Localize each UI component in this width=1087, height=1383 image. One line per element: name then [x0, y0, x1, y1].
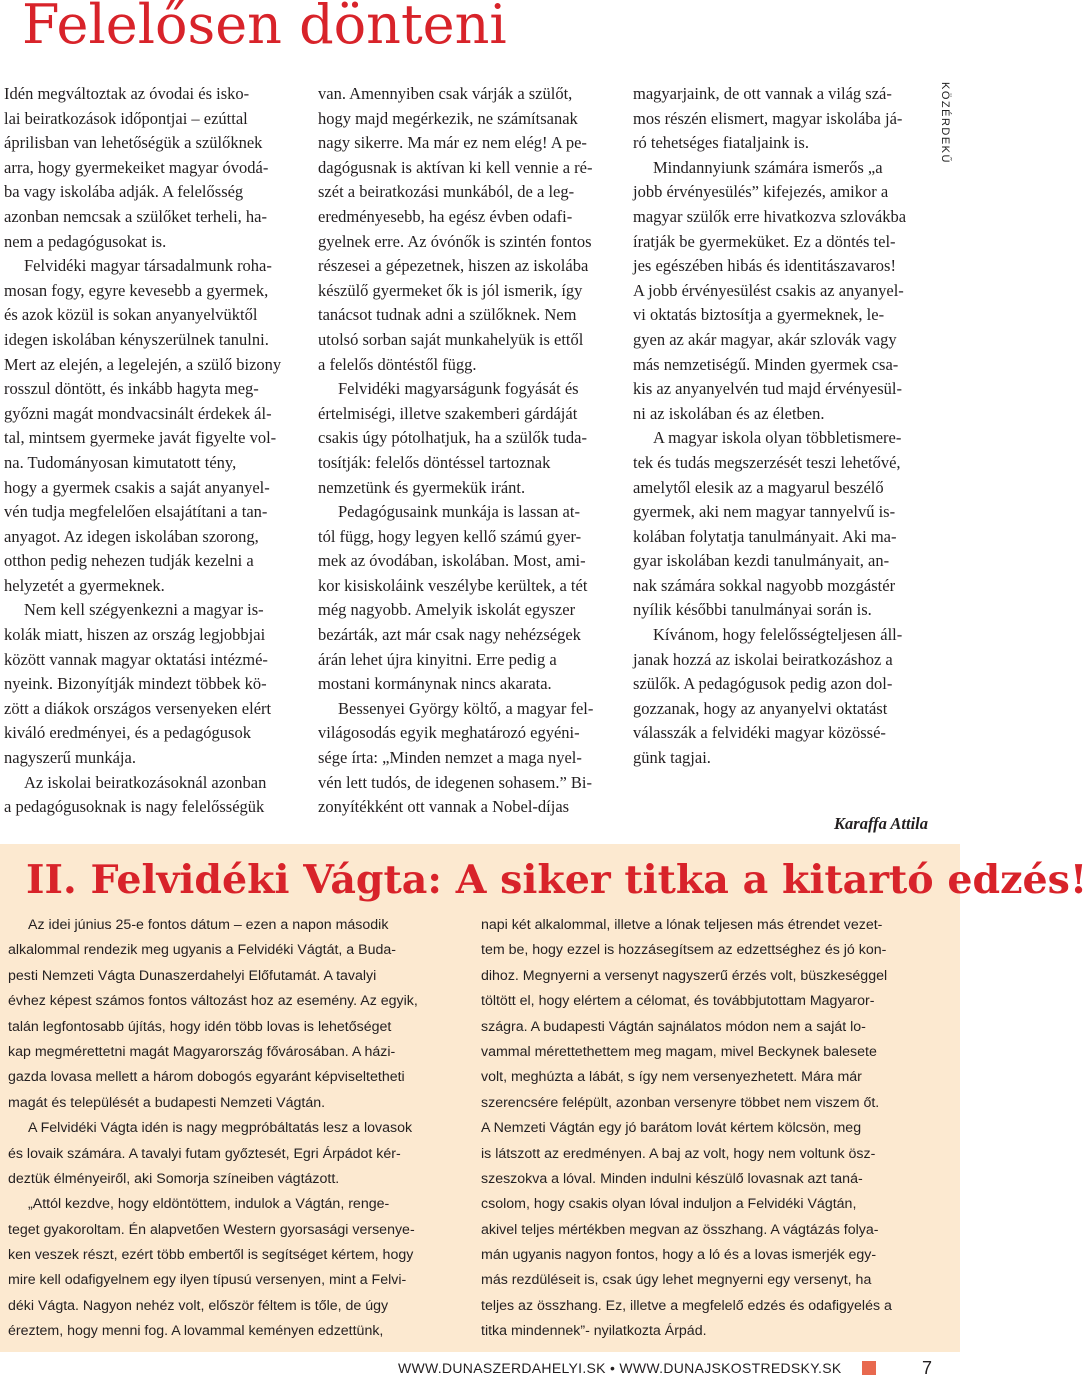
text-line: kolák miatt, hiszen az ország legjobbjai — [4, 625, 266, 645]
text-line: dihoz. Megnyerni a versenyt nagyszerű érzés volt, büszkeséggel — [481, 967, 888, 984]
text-line: Bessenyei György költő, a magyar fel- — [338, 698, 594, 718]
text-line: áprilisban van lehetőségük a szülőknek — [4, 133, 263, 153]
article-column-2 — [318, 82, 610, 820]
text-line: Mindannyiunk számára ismerős „a — [653, 157, 883, 177]
text-line: Idén megváltoztak az óvodai és isko- — [4, 84, 250, 103]
text-line: között vannak magyar oktatási intézmé- — [4, 649, 268, 669]
text-line: hogy majd megérkezik, ne számítsanak — [318, 108, 578, 128]
text-line: csolom, hogy csakis olyan lóval induljon a Felvidéki Vágtán, — [481, 1196, 857, 1213]
text-line: mek az óvodában, iskolában. Most, ami- — [318, 551, 586, 571]
text-line: Pedagógusaink munkája is lassan at- — [338, 502, 580, 522]
text-line: rosszul döntött, és inkább hagyta meg- — [4, 379, 259, 399]
text-line: titka mindennek”- nyilatkozta Árpád. — [481, 1323, 707, 1340]
text-line: napi két alkalommal, illetve a lónak teljesen más étrendet vezet- — [481, 917, 883, 933]
article-2-column-2 — [481, 913, 919, 1345]
text-line: árán lehet újra kinyitni. Erre pedig a — [318, 649, 557, 669]
text-line: akivel teljes mértékben megvan az összhang. A vágtázás folya- — [481, 1221, 879, 1238]
text-line: kap megmérettetni magát Magyarország fővárosában. A házi- — [8, 1043, 396, 1060]
text-line: A Nemzeti Vágtán egy jó barátom lovát kértem kölcsön, meg — [481, 1120, 862, 1137]
text-line: hogy a gyermek csakis a saját anyanyel- — [4, 477, 270, 497]
text-line: zött a diákok országos versenyeken elért — [4, 698, 272, 718]
text-line: tól függ, hogy legyen kellő számú gyer- — [318, 526, 582, 546]
text-line: szülők. A pedagógusok pedig azon dol- — [633, 674, 893, 694]
text-line: ken veszek részt, ezért több embertől is segítséget kértem, hogy — [8, 1247, 414, 1264]
text-line: zonyítékként ott vannak a Nobel-díjas — [318, 797, 570, 817]
text-line: szeszokva a lóval. Minden indulni készülő lovasnak azt taná- — [481, 1170, 863, 1187]
text-line: a felelős döntéstől függ. — [318, 354, 477, 374]
text-line: vammal mérettethettem meg magam, mivel Beckynek balesete — [481, 1043, 877, 1060]
text-line: nemzetünk és gyermekük iránt. — [318, 477, 526, 497]
text-line: helyzetét a gyermeknek. — [4, 575, 165, 595]
author-name: Karaffa Attila — [834, 814, 928, 833]
footer-website-urls[interactable]: WWW.DUNASZERDAHELYI.SK • WWW.DUNAJSKOSTREDSKY.SK — [398, 1360, 842, 1376]
text-line: bezárták, azt már csak nagy nehézségek — [318, 625, 581, 645]
text-line: A jobb érvényesülést csakis az anyanyel- — [633, 280, 904, 300]
text-line: és azok közül is sokan anyanyelvüktől — [4, 305, 258, 325]
text-line: szerencsére felépült, azonban versenyre többet nem viszem őt. — [481, 1094, 880, 1111]
text-line: más nemzetiségű. Minden gyermek csa- — [633, 354, 899, 374]
text-line: ba vagy iskolába adják. A felelősség — [4, 182, 244, 202]
text-line: vén lett tudós, de idegenen sohasem.” Bi- — [318, 772, 593, 792]
text-line: gyermek, aki nem magyar tannyelvű is- — [633, 502, 896, 522]
text-line: deztük élményeiről, aki Somorja színeiben vágtázott. — [8, 1170, 340, 1187]
text-line: vi oktatás biztosítja a gyermeknek, le- — [633, 305, 885, 325]
text-line: Mert az elején, a legelején, a szülő bizony — [4, 354, 282, 374]
text-line: Az iskolai beiratkozásoknál azonban — [24, 772, 267, 792]
text-line: más rezdüléseit is, csak úgy lehet megnyerni egy versenyt, ha — [481, 1272, 872, 1289]
text-line: dagógusnak is aktívan ki kell vennie a ré- — [318, 157, 593, 177]
text-line: készülő gyermeket ők is jól ismerik, így — [318, 280, 583, 300]
text-line: a pedagógusoknak is nagy felelősségük — [4, 797, 265, 817]
text-line: gozzanak, hogy az anyanyelvi oktatást — [633, 698, 888, 718]
text-line: csakis úgy pótolhatjuk, ha a szülők tuda- — [318, 428, 587, 448]
text-line: Kívánom, hogy felelősségteljesen áll- — [653, 625, 903, 645]
text-line: teljes az összhang. Ez, illetve a megfelelő edzés és odafigyelés a — [481, 1297, 892, 1314]
text-line: pesti Nemzeti Vágta Dunaszerdahelyi Előfutamát. A tavalyi — [8, 967, 377, 984]
text-line: magyarjaink, de ott vannak a világ szá- — [633, 84, 892, 103]
text-line: kor kisiskoláink veszélybe kerültek, a tét — [318, 575, 588, 595]
text-line: lai beiratkozások időpontjai – ezúttal — [4, 108, 248, 128]
text-line: szágra. A budapesti Vágtán sajnálatos módon nem a saját lo- — [481, 1018, 866, 1035]
text-line: győzni magát mondvacsinált érdekek ál- — [4, 403, 272, 423]
text-line: válasszák a felvidéki magyar közössé- — [633, 723, 886, 743]
text-line: janak hozzá az iskolai beiratkozáshoz a — [633, 649, 893, 669]
text-line: nak számára sokkal nagyobb mozgástér — [633, 575, 896, 595]
text-line: íratják be gyermeküket. Ez a döntés tel- — [633, 231, 896, 251]
text-line: arra, hogy gyermekeiket magyar óvodá- — [4, 157, 269, 177]
article-2-column-1 — [8, 913, 452, 1345]
article-title: Felelősen dönteni — [22, 0, 507, 56]
text-line: nem a pedagógusokat is. — [4, 231, 167, 251]
text-line: ró tehetséges fiataljaink is. — [633, 133, 809, 153]
text-line: talán legfontosabb újítás, hogy idén több lovas is lehetőséget — [8, 1018, 392, 1035]
text-line: gazda lovasa mellett a három dobogós egyaránt képviseltetheti — [8, 1069, 405, 1086]
text-line: még nagyobb. Amelyik iskolát egyszer — [318, 600, 576, 620]
text-line: nyeink. Bizonyítják mindezt többek kö- — [4, 674, 267, 694]
text-line: kis az anyanyelvén tud majd érvényesül- — [633, 379, 902, 399]
text-line: mán ugyanis nagyon fontos, hogy a ló és a lovas ismerjék egy- — [481, 1247, 877, 1264]
text-line: Az idei június 25-e fontos dátum – ezen a napon második — [28, 917, 389, 933]
text-line: gyen az akár magyar, akár szlovák vagy — [633, 329, 897, 349]
text-line: tek és tudás megszerzését teszi lehetővé, — [633, 452, 901, 472]
text-line: van. Amennyiben csak várják a szülőt, — [318, 84, 573, 103]
article-column-1 — [4, 82, 296, 820]
text-line: éreztem, hogy menni fog. A lovammal keményen edzettünk, — [8, 1323, 384, 1340]
text-line: tanácsot tudnak adni a szülőknek. Nem — [318, 305, 577, 325]
text-line: na. Tudományosan kimutatott tény, — [4, 452, 237, 472]
text-line: magát és települését a budapesti Nemzeti Vágtán. — [8, 1094, 326, 1111]
text-line: vén tudja megfelelően elsajátítani a tan- — [4, 502, 268, 522]
text-line: Felvidéki magyarságunk fogyását és — [338, 379, 579, 399]
text-line: világosodás egyik meghatározó egyéni- — [318, 723, 580, 743]
text-line: értelmiségi, illetve szakemberi gárdáját — [318, 403, 578, 423]
text-line: gyar iskolában kezdi tanulmányait, an- — [633, 551, 890, 571]
text-line: déki Vágta. Nagyon nehéz volt, először féltem is tőle, de úgy — [8, 1297, 389, 1314]
page-number: 7 — [921, 1358, 932, 1378]
text-line: nyílik későbbi tanulmányai során is. — [633, 600, 872, 620]
text-line: gyelnek erre. Az óvónők is szintén fontos — [318, 231, 592, 251]
text-line: nagyszerű munkája. — [4, 748, 136, 768]
text-line: idegen iskolában kényszerülnek tanulni. — [4, 329, 269, 349]
text-line: volt, meghúzta a lábát, s így nem versenyezhetett. Mára már — [481, 1069, 862, 1086]
text-line: Felvidéki magyar társadalmunk roha- — [24, 256, 272, 276]
text-line: töltött el, hogy elértem a célomat, és továbbjutottam Magyaror- — [481, 993, 875, 1010]
text-line: tosítják: felelős döntéssel tartoznak — [318, 452, 551, 472]
text-line: és lovaik számára. A tavalyi futam győztesét, Egri Árpádot kér- — [8, 1145, 401, 1162]
text-line: „Attól kezdve, hogy eldöntöttem, indulok a Vágtán, renge- — [28, 1196, 390, 1213]
article-column-3 — [633, 82, 929, 771]
text-line: utolsó sorban saját munkahelyük is ettől — [318, 329, 584, 349]
text-line: nagy sikerre. Ma már ez nem elég! A pe- — [318, 133, 587, 153]
text-line: teget gyakoroltam. Én alapvetően Western gyorsasági versenye- — [8, 1221, 415, 1238]
text-line: mosan fogy, egyre kevesebb a gyermek, — [4, 280, 269, 300]
text-line: anyagot. Az idegen iskolában szorong, — [4, 526, 259, 546]
text-line: mostani kormánynak nincs akarata. — [318, 674, 552, 694]
text-line: magyar szülők erre hivatkozva szlovákba — [633, 206, 907, 226]
text-line: A Felvidéki Vágta idén is nagy megpróbáltatás lesz a lovasok — [28, 1120, 413, 1137]
text-line: ni az iskolában és az életben. — [633, 403, 825, 423]
text-line: szét a beiratkozási munkából, de a leg- — [318, 182, 575, 202]
text-line: tem be, hogy ezzel is hozzásegítsem az edzettséghez és jó kon- — [481, 942, 887, 959]
footer-color-square — [862, 1361, 876, 1375]
text-line: részesei a gépezetnek, hiszen az iskolába — [318, 256, 589, 276]
text-line: mire kell odafigyelnem egy ilyen típusú versenyen, mint a Felvi- — [8, 1272, 407, 1289]
text-line: amelytől elesik az a magyarul beszélő — [633, 477, 884, 497]
text-line: jes egészében hibás és identitászavaros! — [633, 256, 896, 276]
text-line: jobb érvényesülés” kifejezés, amikor a — [633, 182, 889, 202]
text-line: azonban nemcsak a szülőket terheli, ha- — [4, 206, 267, 226]
text-line: mos részén elismert, magyar iskolába já- — [633, 108, 903, 128]
section-label: KÖZÉRDEKŰ — [939, 82, 951, 164]
text-line: kiváló eredményei, és a pedagógusok — [4, 723, 251, 743]
text-line: otthon pedig nehezen tudják kezelni a — [4, 551, 254, 571]
text-line: A magyar iskola olyan többletismere- — [653, 428, 902, 448]
text-line: tal, mintsem gyermeke javát figyelte vol- — [4, 428, 277, 448]
text-line: is látszott az eredményen. A baj az volt, hogy nem voltunk ösz- — [481, 1145, 876, 1162]
text-line: kolában folytatja tanulmányait. Aki ma- — [633, 526, 897, 546]
text-line: alkalommal rendezik meg ugyanis a Felvidéki Vágtát, a Buda- — [8, 942, 396, 959]
page-footer — [0, 1352, 960, 1383]
text-line: eredményesebb, ha egész évben odafi- — [318, 206, 573, 226]
text-line: sége írta: „Minden nemzet a maga nyel- — [318, 748, 582, 768]
article-2-title: II. Felvidéki Vágta: A siker titka a kitartó edzés! — [26, 857, 1087, 903]
text-line: Nem kell szégyenkezni a magyar is- — [24, 600, 264, 620]
text-line: évhez képest számos fontos változást hoz az esemény. Az egyik, — [8, 993, 418, 1010]
text-line: günk tagjai. — [633, 748, 711, 768]
